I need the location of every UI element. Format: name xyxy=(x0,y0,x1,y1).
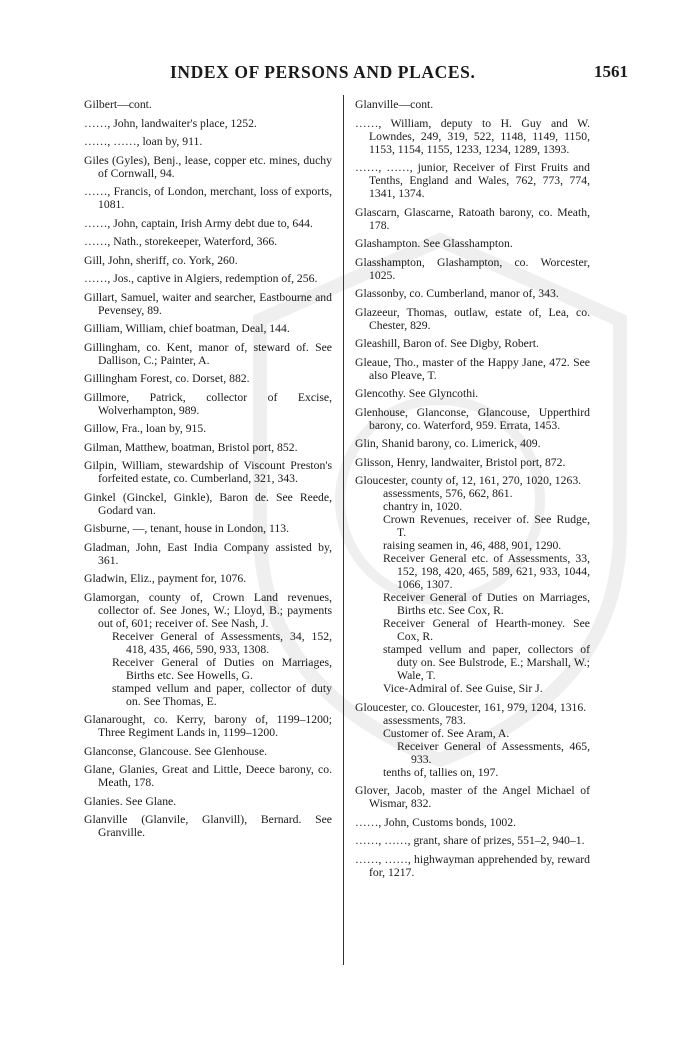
index-entry: Gillmore, Patrick, collector of Excise, Wolverhampton, 989. xyxy=(84,390,332,417)
index-entry: Gladwin, Eliz., payment for, 1076. xyxy=(84,572,247,585)
index-entry: Gloucester, co. Gloucester, 161, 979, 1204, 1316. xyxy=(355,700,587,714)
index-entry: Glazeeur, Thomas, outlaw, estate of, Lea, co. Chester, 829. xyxy=(355,305,590,332)
index-entry: Gillart, Samuel, waiter and searcher, Eastbourne and Pevensey, 89. xyxy=(84,290,332,317)
index-entry: Gleashill, Baron of. See Digby, Robert. xyxy=(355,337,539,350)
index-entry: ……, William, deputy to H. Guy and W. Lowndes, 249, 319, 522, 1148, 1149, 1150, 1153, 1154, 1155, 1233, 1234, 1289, 1393. xyxy=(355,116,590,156)
page-header xyxy=(60,62,630,84)
index-entry: Ginkel (Ginckel, Ginkle), Baron de. See Reede, Godard van. xyxy=(84,490,332,517)
index-entry: ……, ……, loan by, 911. xyxy=(84,135,203,148)
index-entry: Giles (Gyles), Benj., lease, copper etc. mines, duchy of Cornwall, 94. xyxy=(84,153,332,180)
index-subsubentry: Receiver General of Assessments, 465, 933. xyxy=(397,739,590,766)
index-entry: Glanarought, co. Kerry, barony of, 1199–1200; Three Regiment Lands in, 1199–1200. xyxy=(84,713,332,739)
index-entry: Glisson, Henry, landwaiter, Bristol port, 872. xyxy=(355,455,566,469)
index-entry: Glascarn, Glascarne, Ratoath barony, co. Meath, 178. xyxy=(355,205,590,232)
index-entry: ……, John, captain, Irish Army debt due to, 644. xyxy=(84,216,313,230)
index-subentry: Crown Revenues, receiver of. See Rudge, T. xyxy=(383,513,590,539)
index-entry: ……, Nath., storekeeper, Waterford, 366. xyxy=(84,235,278,248)
index-subentry: stamped vellum and paper, collector of duty on. See Thomas, E. xyxy=(112,681,332,708)
index-entry: Glover, Jacob, master of the Angel Michael of Wismar, 832. xyxy=(355,784,590,810)
continued-heading: Glanville—cont. xyxy=(355,98,434,111)
index-subentry: Receiver General of Assessments, 34, 152, 418, 435, 466, 590, 933, 1308. xyxy=(112,629,332,656)
index-subentry: Receiver General of Duties on Marriages, Births etc. See Cox, R. xyxy=(383,591,590,617)
index-subentry: Receiver General of Hearth-money. See Cox, R. xyxy=(383,617,590,643)
index-entry: Glanville (Glanvile, Glanvill), Bernard. See Granville. xyxy=(84,813,332,839)
index-entry: ……, John, landwaiter's place, 1252. xyxy=(84,116,257,130)
index-subentry: assessments, 783. xyxy=(383,713,466,727)
index-entry: Gillow, Fra., loan by, 915. xyxy=(84,422,207,435)
index-entry: Gilliam, William, chief boatman, Deal, 144. xyxy=(84,322,290,335)
index-subentry: raising seamen in, 46, 488, 901, 1290. xyxy=(383,539,562,552)
index-subentry: Receiver General etc. of Assessments, 33, 152, 198, 420, 465, 589, 621, 933, 1044, 1066, 1307. xyxy=(383,552,590,591)
index-subentry: Receiver General of Duties on Marriages, Births etc. See Howells, G. xyxy=(112,655,332,682)
index-entry: Glanconse, Glancouse. See Glenhouse. xyxy=(84,744,268,758)
index-entry: Gleaue, Tho., master of the Happy Jane, 472. See also Pleave, T. xyxy=(355,355,590,382)
index-entry: Glane, Glanies, Great and Little, Deece barony, co. Meath, 178. xyxy=(84,763,332,789)
index-subentry: tenths of, tallies on, 197. xyxy=(383,765,499,779)
index-entry: Gloucester, county of, 12, 161, 270, 1020, 1263. xyxy=(355,474,582,487)
index-entry: Glanies. See Glane. xyxy=(84,794,177,808)
index-entry: Gillingham Forest, co. Dorset, 882. xyxy=(84,372,250,385)
index-entry: Glin, Shanid barony, co. Limerick, 409. xyxy=(355,437,541,450)
index-entry: ……, Jos., captive in Algiers, redemption of, 256. xyxy=(84,272,318,285)
index-entry: Gillingham, co. Kent, manor of, steward of. See Dallison, C.; Painter, A. xyxy=(84,340,332,367)
index-subentry: assessments, 576, 662, 861. xyxy=(383,487,513,500)
index-entry: ……, Francis, of London, merchant, loss of exports, 1081. xyxy=(84,185,332,211)
index-entry: Gilman, Matthew, boatman, Bristol port, 852. xyxy=(84,440,298,454)
index-entry: ……, John, Customs bonds, 1002. xyxy=(355,815,517,829)
page-title: INDEX OF PERSONS AND PLACES. xyxy=(170,62,476,82)
index-entry: Glasshampton, Glashampton, co. Worcester, 1025. xyxy=(355,255,590,282)
index-subentry: Customer of. See Aram, A. xyxy=(383,726,510,740)
index-entry: ……, ……, grant, share of prizes, 551–2, 940–1. xyxy=(355,834,585,847)
left-column xyxy=(84,98,332,845)
index-entry: Glamorgan, county of, Crown Land revenues, collector of. See Jones, W.; Lloyd, B.; payments out of, 601; receiver of. See Nash, J. xyxy=(84,590,332,630)
index-entry: Gisburne, —, tenant, house in London, 113. xyxy=(84,522,290,535)
index-subentry: Vice-Admiral of. See Guise, Sir J. xyxy=(383,682,543,695)
continued-heading: Gilbert—cont. xyxy=(84,98,152,111)
index-entry: Glenhouse, Glanconse, Glancouse, Upperthird barony, co. Waterford, 959. Errata, 1453. xyxy=(355,405,590,432)
right-column xyxy=(355,98,590,884)
index-entry: Gilpin, William, stewardship of Viscount Preston's forfeited estate, co. Cumberland, 321, 343. xyxy=(84,459,332,485)
page-number: 1561 xyxy=(594,62,628,81)
index-subentry: chantry in, 1020. xyxy=(383,500,463,513)
index-entry: ……, ……, junior, Receiver of First Fruits and Tenths, England and Wales, 762, 773, 774, 1341, 1374. xyxy=(355,161,590,200)
index-entry: Glassonby, co. Cumberland, manor of, 343. xyxy=(355,287,559,300)
column-divider xyxy=(343,95,344,965)
index-entry: Gill, John, sheriff, co. York, 260. xyxy=(84,253,238,267)
index-entry: Glashampton. See Glasshampton. xyxy=(355,237,513,250)
index-entry: Gladman, John, East India Company assisted by, 361. xyxy=(84,540,332,567)
index-entry: ……, ……, highwayman apprehended by, reward for, 1217. xyxy=(355,852,590,879)
index-entry: Glencothy. See Glyncothi. xyxy=(355,387,479,400)
index-subentry: stamped vellum and paper, collectors of duty on. See Bulstrode, E.; Marshall, W.; Wale, T. xyxy=(383,643,590,682)
